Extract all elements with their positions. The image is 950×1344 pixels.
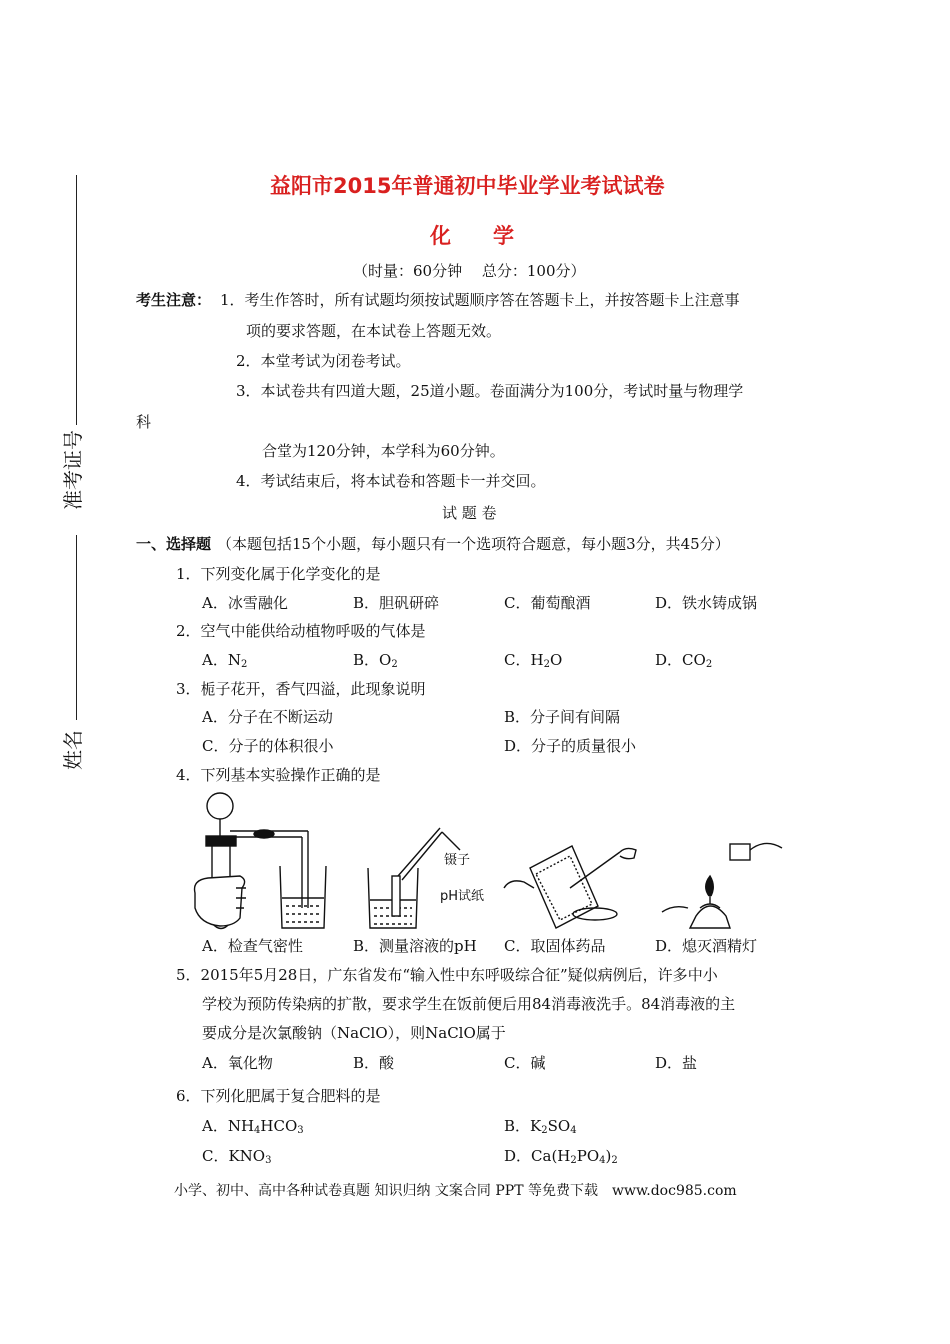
- notice-line-1: 1．考生作答时，所有试题均须按试题顺序答在答题卡上，并按答题卡上注意事: [220, 291, 740, 309]
- q4-option-c: C．取固体药品: [504, 937, 606, 955]
- q4-figure: [190, 788, 790, 936]
- notice-line-3-wrap: 科: [136, 413, 152, 431]
- q3-option-a: A．分子在不断运动: [202, 708, 333, 726]
- side-label-name: 姓名: [61, 730, 85, 770]
- q2-stem: 2．空气中能供给动植物呼吸的气体是: [176, 622, 426, 640]
- paper-label: 试 题 卷: [442, 504, 497, 522]
- label-tweezers: 镊子: [444, 853, 471, 868]
- label-ph-paper: pH试纸: [440, 889, 485, 904]
- q5-option-d: D．盐: [655, 1054, 698, 1072]
- footer-link-text[interactable]: 小学、初中、高中各种试卷真题 知识归纳 文案合同 PPT 等免费下载 www.doc985.com: [174, 1183, 737, 1199]
- q6-stem: 6．下列化肥属于复合肥料的是: [176, 1087, 381, 1105]
- q2-option-d: D．$CO_2$: [655, 651, 713, 670]
- q6-option-a: A．$NH_4HCO_3$: [202, 1117, 304, 1136]
- q1-stem: 1．下列变化属于化学变化的是: [176, 565, 381, 583]
- q6-option-c: C．$KNO_3$: [202, 1147, 272, 1166]
- section1-desc: （本题包括15个小题，每小题只有一个选项符合题意，每小题3分，共45分）: [217, 535, 730, 553]
- q3-option-c: C．分子的体积很小: [202, 737, 334, 755]
- figure-airtightness-check: [195, 793, 326, 929]
- figure-extinguish-lamp: [662, 843, 782, 928]
- q5-option-c: C．碱: [504, 1054, 546, 1072]
- exam-title: 益阳市2015年普通初中毕业学业考试试卷: [270, 174, 665, 198]
- q2-option-b: B．$O_2$: [353, 651, 398, 670]
- notice-line-3: 3．本试卷共有四道大题，25道小题。卷面满分为100分，考试时量与物理学: [236, 382, 744, 400]
- q5-line-1: 5．2015年5月28日，广东省发布“输入性中东呼吸综合征”疑似病例后，许多中小: [176, 966, 718, 984]
- q4-option-b: B．测量溶液的pH: [353, 937, 477, 955]
- q6-option-d: D．$Ca(H_2PO_4)_2$: [504, 1147, 618, 1166]
- subject-title: 化 学: [430, 224, 514, 248]
- figure-measure-ph: [368, 828, 460, 928]
- section1-label: 一、选择题: [136, 535, 212, 553]
- q5-line-2: 学校为预防传染病的扩散，要求学生在饭前便后用84消毒液洗手。84消毒液的主: [202, 995, 736, 1013]
- notice-label: 考生注意：: [136, 291, 212, 309]
- figure-take-solid: [504, 846, 636, 928]
- q2-option-a: A．$N_2$: [202, 651, 248, 670]
- q6-option-b: B．$K_2SO_4$: [504, 1117, 577, 1136]
- q5-option-a: A．氧化物: [202, 1054, 273, 1072]
- q3-option-b: B．分子间有间隔: [504, 708, 621, 726]
- q1-option-b: B．胆矾研碎: [353, 594, 440, 612]
- q3-option-d: D．分子的质量很小: [504, 737, 637, 755]
- q4-option-a: A．检查气密性: [202, 937, 303, 955]
- q1-option-d: D．铁水铸成锅: [655, 594, 758, 612]
- q5-option-b: B．酸: [353, 1054, 395, 1072]
- q1-option-a: A．冰雪融化: [202, 594, 288, 612]
- time-score: （时量：60分钟 总分：100分）: [353, 262, 586, 280]
- q2-option-c: C．$H_2O$: [504, 651, 563, 670]
- notice-line-3b: 合堂为120分钟，本学科为60分钟。: [262, 442, 505, 460]
- notice-line-2: 2．本堂考试为闭卷考试。: [236, 352, 411, 370]
- q5-line-3: 要成分是次氯酸钠（NaClO），则NaClO属于: [202, 1024, 506, 1042]
- side-label-id: 准考证号: [61, 430, 85, 510]
- notice-line-4: 4．考试结束后，将本试卷和答题卡一并交回。: [236, 472, 546, 490]
- q1-option-c: C．葡萄酿酒: [504, 594, 591, 612]
- notice-line-1b: 项的要求答题，在本试卷上答题无效。: [246, 322, 502, 340]
- q4-stem: 4．下列基本实验操作正确的是: [176, 766, 381, 784]
- side-line-top: [76, 175, 77, 425]
- side-line-middle: [76, 535, 77, 720]
- q4-option-d: D．熄灭酒精灯: [655, 937, 758, 955]
- q3-stem: 3．栀子花开，香气四溢，此现象说明: [176, 680, 426, 698]
